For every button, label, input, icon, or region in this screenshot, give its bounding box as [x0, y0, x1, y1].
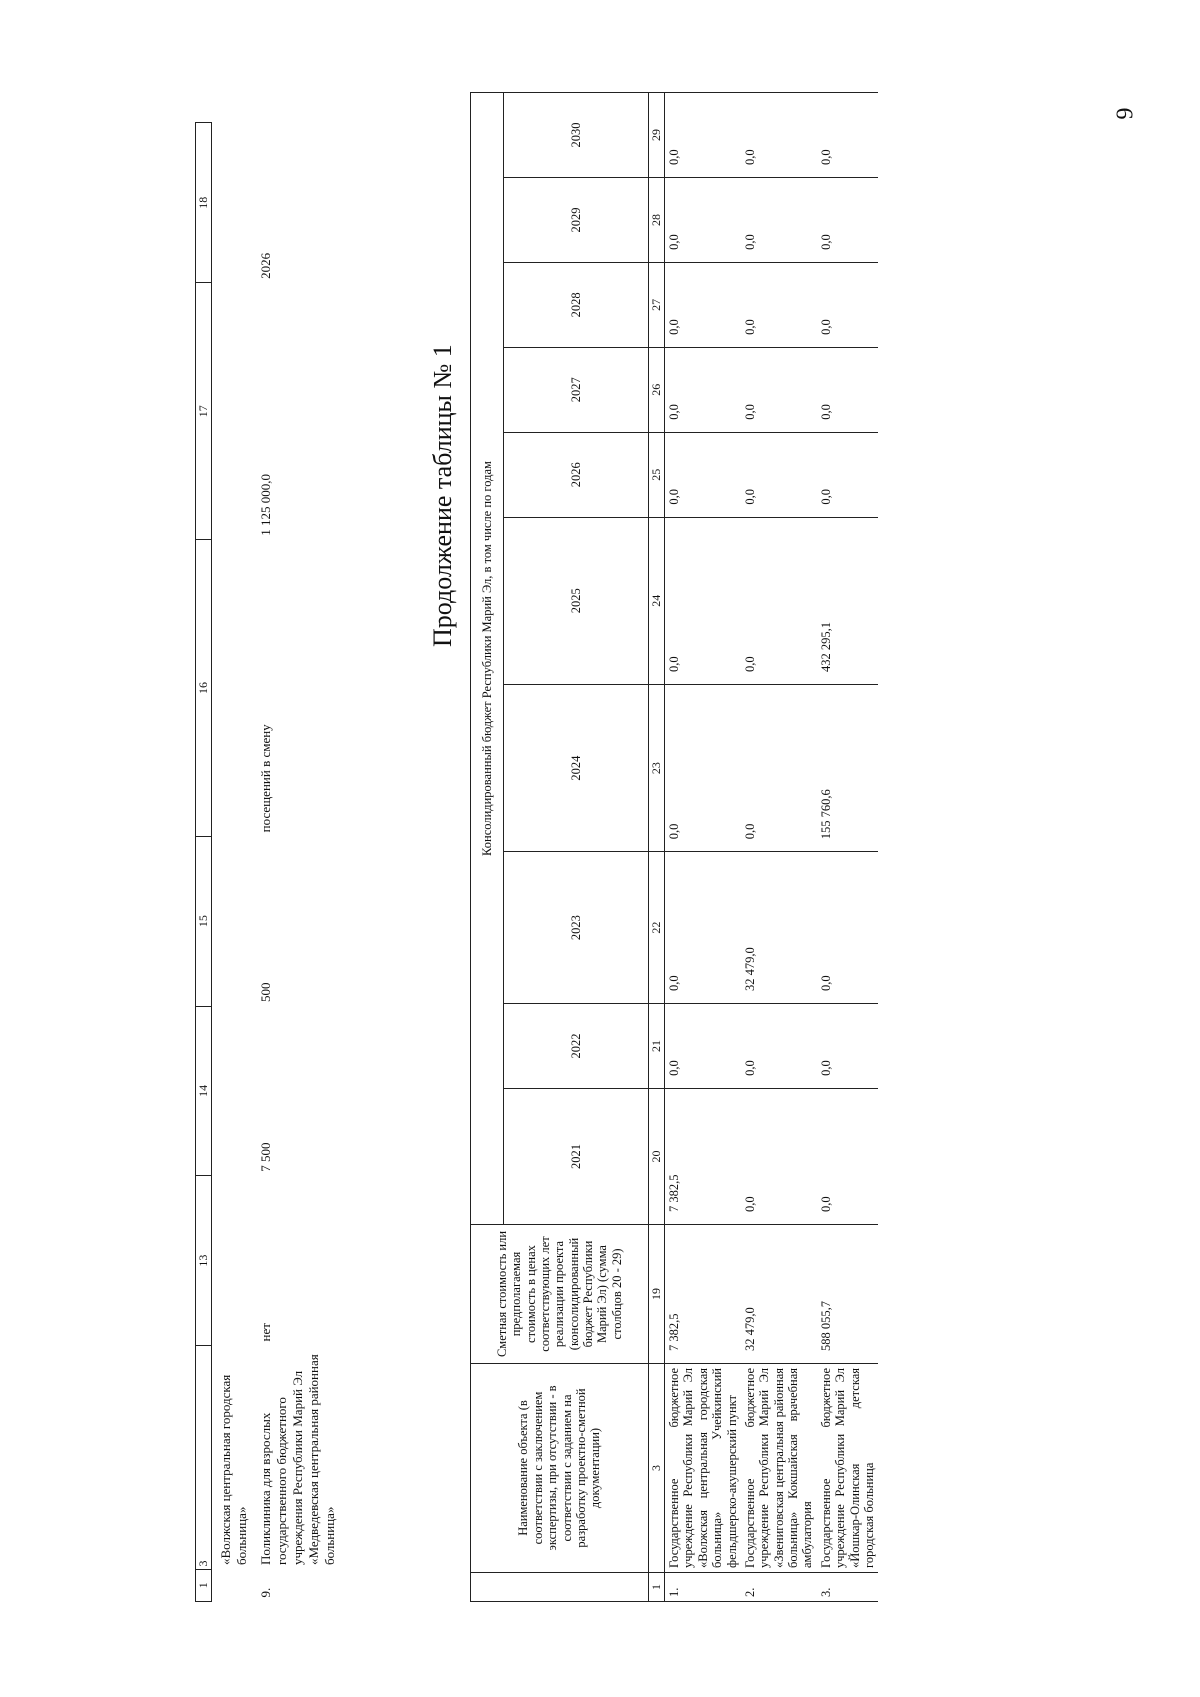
row-number: 9.: [258, 1587, 273, 1598]
year-header: 2021: [504, 1088, 649, 1224]
table-continuation-title: Продолжение таблицы № 1: [428, 344, 457, 647]
col-num: 24: [649, 517, 665, 684]
object-name: Государственное бюджетное учреждение Республики Марий Эл «Йошкар-Олинская детская городская больница: [817, 1364, 879, 1573]
value-cell: 0,0: [665, 852, 741, 1004]
value-cell: 0,0: [741, 684, 817, 851]
value-cell: 0,0: [741, 432, 817, 517]
value-cell: 0,0: [817, 1088, 879, 1224]
value-cell: 0,0: [665, 347, 741, 432]
value-cell: 432 295,1: [817, 517, 879, 684]
bottom-table: [470, 92, 878, 1602]
value-cell: 155 760,6: [817, 684, 879, 851]
col-num: 17: [196, 283, 212, 540]
year-header: 2030: [504, 93, 649, 178]
col-num: 16: [196, 540, 212, 837]
table-row: [252, 123, 340, 1602]
cost-cell: 7 382,5: [665, 1225, 741, 1364]
cell: 7 500: [258, 1142, 273, 1172]
col-num: 20: [649, 1088, 665, 1224]
object-name: Государственное бюджетное учреждение Республики Марий Эл «Волжская центральная городская больница» Учейкинский фельдшерско-акушерский пункт: [665, 1364, 741, 1573]
col-num: 19: [649, 1225, 665, 1364]
value-cell: 0,0: [665, 93, 741, 178]
value-cell: 0,0: [817, 432, 879, 517]
object-name: «Волжская центральная городская больница»: [218, 1374, 249, 1566]
col-num: 26: [649, 347, 665, 432]
cell: [212, 123, 253, 283]
value-cell: 0,0: [741, 262, 817, 347]
object-name: Государственное бюджетное учреждение Республики Марий Эл «Звениговская центральная районная больница» Кокшайская врачебная амбулатория: [741, 1364, 817, 1573]
value-cell: 0,0: [665, 432, 741, 517]
header-empty: [471, 1573, 649, 1602]
value-cell: 0,0: [741, 1003, 817, 1088]
year-header: 2026: [504, 432, 649, 517]
cost-cell: 32 479,0: [741, 1225, 817, 1364]
year-header: 2022: [504, 1003, 649, 1088]
col-num: 28: [649, 178, 665, 263]
object-name: Поликлиника для взрослых государственного бюджетного учреждения Республики Марий Эл «Медведевская центральная районная больница»: [258, 1354, 337, 1566]
value-cell: 0,0: [665, 262, 741, 347]
table-row: [741, 93, 817, 1602]
col-num: 22: [649, 852, 665, 1004]
value-cell: 0,0: [665, 178, 741, 263]
value-cell: 0,0: [817, 93, 879, 178]
value-cell: 0,0: [741, 93, 817, 178]
col-num: 14: [196, 1006, 212, 1176]
year-header: 2024: [504, 684, 649, 851]
value-cell: 0,0: [741, 1088, 817, 1224]
col-num: 18: [196, 123, 212, 283]
header-estimated-cost: Сметная стоимость или предполагаемая стоимость в ценах соответствующих лет реализации проекта (консолидированный бюджет Республики Марий Эл) (сумма столбцов 20 - 29): [471, 1225, 649, 1364]
value-cell: 0,0: [741, 517, 817, 684]
top-table-header: [196, 123, 212, 1602]
cost-cell: 588 055,7: [817, 1225, 879, 1364]
row-number: [212, 1569, 253, 1601]
value-cell: 0,0: [817, 852, 879, 1004]
table-row: [817, 93, 879, 1602]
year-header: 2025: [504, 517, 649, 684]
value-cell: 0,0: [817, 347, 879, 432]
col-num: 23: [649, 684, 665, 851]
cell: [212, 1176, 253, 1346]
value-cell: 0,0: [817, 262, 879, 347]
col-num: 3: [196, 1345, 212, 1569]
year-header: 2028: [504, 262, 649, 347]
col-num: 21: [649, 1003, 665, 1088]
col-num: 15: [196, 836, 212, 1006]
table-row: [665, 93, 741, 1602]
cell: [212, 540, 253, 837]
value-cell: 7 382,5: [665, 1088, 741, 1224]
col-num: 3: [649, 1364, 665, 1573]
cell: посещений в смену: [258, 724, 273, 833]
year-header: 2029: [504, 178, 649, 263]
row-number: 2.: [741, 1573, 817, 1602]
header-budget-by-years: Консолидированный бюджет Республики Марий Эл, в том числе по годам: [471, 93, 504, 1225]
value-cell: 0,0: [741, 347, 817, 432]
value-cell: 32 479,0: [741, 852, 817, 1004]
column-number-row: [649, 93, 665, 1602]
col-num: 1: [196, 1569, 212, 1601]
col-num: 27: [649, 262, 665, 347]
col-num: 25: [649, 432, 665, 517]
col-num: 13: [196, 1176, 212, 1346]
row-number: 3.: [817, 1573, 879, 1602]
value-cell: 0,0: [817, 1003, 879, 1088]
top-table: [195, 122, 340, 1602]
page-number: 6: [1110, 107, 1137, 120]
header-row: [471, 93, 504, 1602]
cell: [212, 1006, 253, 1176]
value-cell: 0,0: [665, 517, 741, 684]
value-cell: 0,0: [817, 178, 879, 263]
col-num: 29: [649, 93, 665, 178]
col-num: 1: [649, 1573, 665, 1602]
header-object-name: Наименование объекта (в соответствии с заключением экспертизы, при отсутствии - в соответствии с заданием на разработку проектно-сметной документации): [471, 1364, 649, 1573]
cell: 500: [258, 982, 273, 1003]
value-cell: 0,0: [665, 684, 741, 851]
value-cell: 0,0: [665, 1003, 741, 1088]
year-header: 2027: [504, 347, 649, 432]
cell: 1 125 000,0: [258, 473, 273, 536]
cell: нет: [258, 1323, 273, 1342]
row-number: 1.: [665, 1573, 741, 1602]
table-row: [212, 123, 253, 1602]
value-cell: 0,0: [741, 178, 817, 263]
cell: [212, 836, 253, 1006]
cell: 2026: [258, 252, 273, 279]
year-header: 2023: [504, 852, 649, 1004]
cell: [212, 283, 253, 540]
